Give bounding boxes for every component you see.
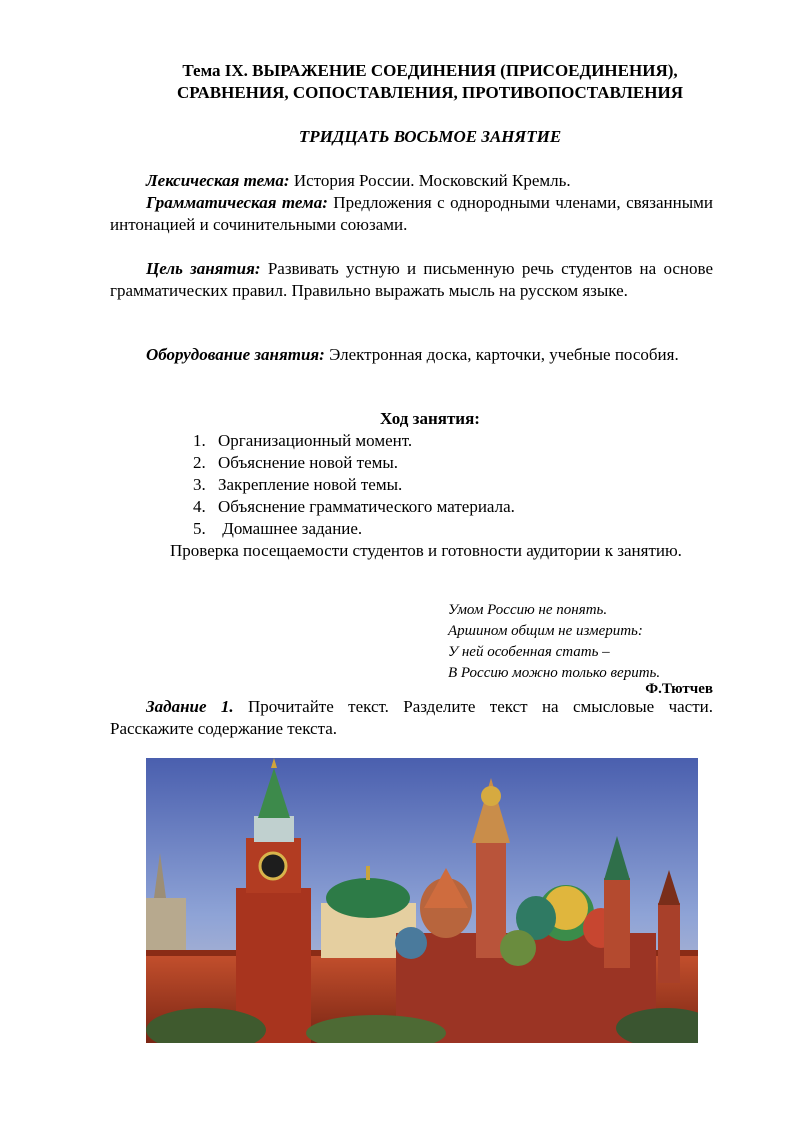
lesson-goal-text: Развивать устную и письменную речь студентов на основе грамматических правил. Правильно выражать мысль на русском языке. <box>110 259 714 300</box>
equipment-label: Оборудование занятия: <box>146 345 325 364</box>
attendance-check: Проверка посещаемости студентов и готовности аудитории к занятию. <box>170 541 682 560</box>
poem-line: Аршином общим не измерить: <box>448 623 643 639</box>
plan-item-text: Домашнее задание. <box>218 519 363 538</box>
poem-line: В Россию можно только верить. <box>448 665 661 681</box>
task-1-label: Задание 1. <box>146 697 234 716</box>
equipment-text: Электронная доска, карточки, учебные пособия. <box>324 345 679 364</box>
poem-line: У ней особенная стать – <box>448 644 610 660</box>
page-title <box>100 60 760 104</box>
task-1 <box>110 696 713 740</box>
lesson-goal <box>110 258 713 302</box>
epigraph-poem <box>448 600 660 684</box>
equipment <box>110 344 713 366</box>
plan-item-text: Закрепление новой темы. <box>218 475 403 494</box>
plan-item <box>193 518 515 540</box>
poem-author: Ф.Тютчев <box>645 681 713 697</box>
plan-item-text: Организационный момент. <box>218 431 413 450</box>
title-line-1: Тема IX. ВЫРАЖЕНИЕ СОЕДИНЕНИЯ (ПРИСОЕДИНЕНИЯ), <box>182 61 678 80</box>
plan-item-number: 5. <box>193 519 206 538</box>
plan-item-text: Объяснение новой темы. <box>218 453 399 472</box>
plan-item <box>193 452 515 474</box>
title-line-2: СРАВНЕНИЯ, СОПОСТАВЛЕНИЯ, ПРОТИВОПОСТАВЛЕНИЯ <box>177 83 683 102</box>
lexical-topic <box>110 170 713 192</box>
grammar-topic-text: Предложения с однородными членами, связанными интонацией и сочинительными союзами. <box>110 193 713 234</box>
plan-item <box>193 430 515 452</box>
plan-item-number: 3. <box>193 475 206 494</box>
plan-item-number: 1. <box>193 431 206 450</box>
kremlin-photo <box>146 758 698 1043</box>
plan-item-number: 2. <box>193 453 206 472</box>
plan-item-text: Объяснение грамматического материала. <box>218 497 515 516</box>
plan-list <box>193 430 515 540</box>
plan-item-number: 4. <box>193 497 206 516</box>
lesson-heading: ТРИДЦАТЬ ВОСЬМОЕ ЗАНЯТИЕ <box>298 127 562 146</box>
plan-item <box>193 496 515 518</box>
lesson-goal-label: Цель занятия: <box>146 259 261 278</box>
grammar-topic-label: Грамматическая тема: <box>146 193 328 212</box>
lexical-topic-text: История России. Московский Кремль. <box>289 171 571 190</box>
plan-heading: Ход занятия: <box>380 409 480 428</box>
poem-line: Умом Россию не понять. <box>448 602 608 618</box>
plan-item <box>193 474 515 496</box>
task-1-text: Прочитайте текст. Разделите текст на смысловые части. Расскажите содержание текста. <box>110 697 714 738</box>
grammar-topic <box>110 192 713 236</box>
lexical-topic-label: Лексическая тема: <box>146 171 290 190</box>
